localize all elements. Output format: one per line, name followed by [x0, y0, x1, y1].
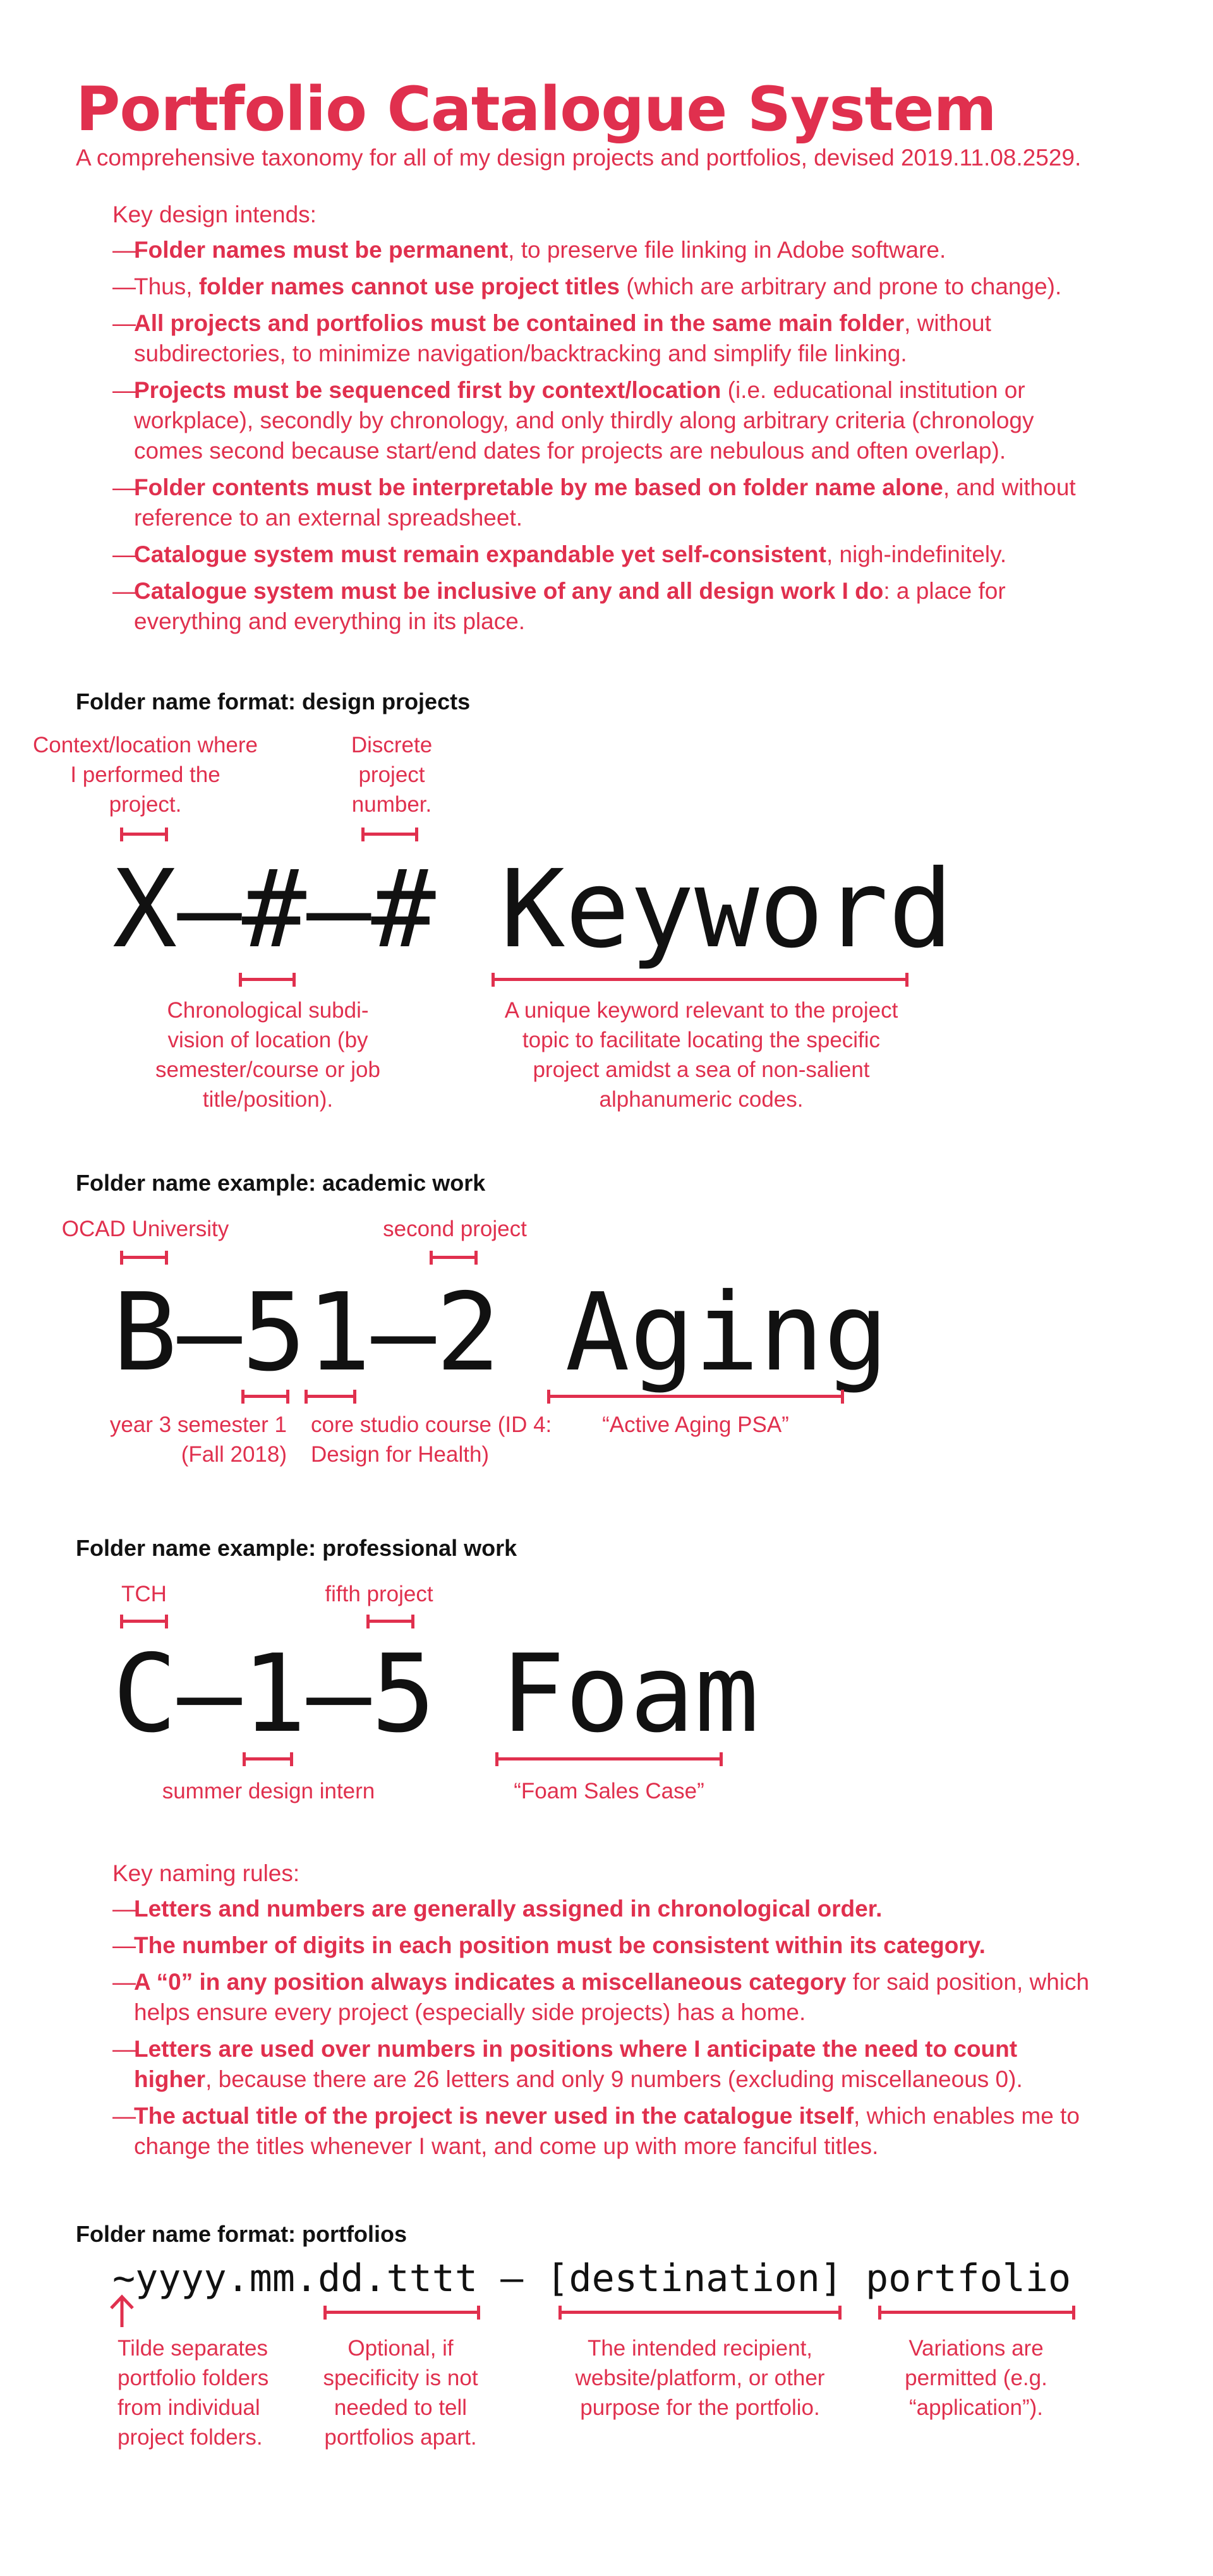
bracket-variations	[878, 2306, 1075, 2320]
note-tch: TCH	[121, 1582, 167, 1606]
dash-bullet: —	[112, 1932, 136, 1958]
code-professional: C–1–5 Foam	[112, 1632, 759, 1757]
note-intern: summer design intern	[162, 1779, 375, 1803]
list-item-emphasis: Catalogue system must remain expandable yet self-consistent	[134, 541, 826, 567]
list-item	[112, 539, 1098, 570]
rules-list	[112, 1894, 1098, 2168]
list-item-emphasis: folder names cannot use project titles	[198, 274, 620, 299]
list-item-text: : a place for everything and everything in its place.	[134, 578, 1006, 634]
code-hash-2: #	[371, 847, 436, 972]
list-item-emphasis: Letters and numbers are generally assigned in chronological order.	[134, 1896, 883, 1922]
list-item-emphasis: Catalogue system must be inclusive of any and all design work I do	[134, 578, 884, 604]
list-item-text: for said position, which helps ensure every project (especially side projects) has a home.	[134, 1969, 1090, 2025]
note-core: core studio course (ID 4: Design for Health)	[311, 1412, 552, 1467]
list-item	[112, 272, 1098, 302]
dash-bullet: —	[112, 310, 136, 336]
code-dash-1: –	[177, 847, 242, 972]
intents-lead: Key design intends:	[112, 202, 317, 227]
list-item-text: , without subdirectories, to minimize navigation/backtracking and simplify file linking.	[134, 310, 991, 366]
bracket-context	[120, 828, 168, 841]
format-projects-heading: Folder name format: design projects	[76, 689, 471, 714]
bracket-foam	[495, 1752, 723, 1766]
list-item-emphasis: Projects must be sequenced first by context/location	[134, 377, 721, 403]
dash-bullet: —	[112, 377, 136, 403]
dash-bullet: —	[112, 1969, 136, 1995]
list-item	[112, 308, 1098, 369]
dash-bullet: —	[112, 474, 136, 500]
bracket-optional	[323, 2306, 480, 2320]
dash-bullet: —	[112, 2103, 136, 2129]
code-hash-1: #	[241, 847, 307, 972]
portfolios-heading: Folder name format: portfolios	[76, 2221, 407, 2247]
code-portfolios: ~yyyy.mm.dd.tttt – [destination] portfolio	[112, 2256, 1071, 2301]
list-item-emphasis: The number of digits in each position must be consistent within its category.	[134, 1932, 986, 1958]
intents-list	[112, 235, 1098, 643]
list-item	[112, 576, 1098, 637]
note-chrono: Chronological subdi-vision of location (by semester/course or job title/position).	[155, 998, 380, 1112]
academic-heading: Folder name example: academic work	[76, 1170, 486, 1196]
note-optional: Optional, if specificity is not needed to tell portfolios apart.	[323, 2336, 478, 2450]
list-item-emphasis: Folder names must be permanent	[134, 237, 509, 263]
note-variations: Variations are permitted (e.g. “application”).	[905, 2336, 1047, 2420]
list-item	[112, 2034, 1098, 2095]
list-item-text: (i.e. educational institution or workplace), secondly by chronology, and only thirdly along arbitrary criteria (chronology comes second because start/end dates for projects are nebulous and often overlap).	[134, 377, 1034, 464]
bracket-year	[241, 1390, 289, 1404]
list-item-emphasis: Folder contents must be interpretable by me based on folder name alone	[134, 474, 943, 500]
arrow-up-icon	[106, 2293, 138, 2328]
professional-heading: Folder name example: professional work	[76, 1535, 517, 1561]
list-item-emphasis: All projects and portfolios must be contained in the same main folder	[134, 310, 905, 336]
note-second: second project	[383, 1217, 527, 1241]
list-item	[112, 2101, 1098, 2162]
bracket-tch	[120, 1615, 168, 1628]
bracket-keyword	[492, 973, 908, 987]
list-item-text: , and without reference to an external spreadsheet.	[134, 474, 1076, 531]
bracket-discrete	[361, 828, 418, 841]
bracket-intern	[243, 1752, 293, 1766]
bracket-chrono	[239, 973, 296, 987]
code-keyword: Keyword	[500, 847, 953, 972]
bracket-fifth	[366, 1615, 414, 1628]
list-item-text: , which enables me to change the titles whenever I want, and come up with more fanciful titles.	[134, 2103, 1080, 2159]
note-recipient: The intended recipient, website/platform, or other purpose for the portfolio.	[575, 2336, 825, 2420]
list-item-text: , because there are 26 letters and only 9 numbers (excluding miscellaneous 0).	[205, 2066, 1023, 2092]
list-item	[112, 1967, 1098, 2028]
dash-bullet: —	[112, 274, 136, 299]
note-context: Context/location where I performed the project.	[32, 733, 258, 817]
list-item	[112, 1894, 1098, 1924]
rules-lead: Key naming rules:	[112, 1860, 300, 1886]
list-item	[112, 235, 1098, 265]
note-discrete: Discrete project number.	[351, 733, 433, 817]
list-item	[112, 375, 1098, 466]
list-item-text: , to preserve file linking in Adobe software.	[508, 237, 946, 263]
list-item	[112, 472, 1098, 533]
note-ocad: OCAD University	[61, 1217, 229, 1241]
dash-bullet: —	[112, 1896, 136, 1922]
note-tilde: Tilde separates portfolio folders from individual project folders.	[118, 2336, 269, 2450]
bracket-second	[430, 1251, 478, 1265]
dash-bullet: —	[112, 578, 136, 604]
list-item-text: , nigh-indefinitely.	[826, 541, 1007, 567]
bracket-ocad	[120, 1251, 168, 1265]
list-item-emphasis: A “0” in any position always indicates a miscellaneous category	[134, 1969, 847, 1995]
code-academic: B–51–2 Aging	[112, 1270, 889, 1395]
dash-bullet: —	[112, 2036, 136, 2062]
code-x: X	[112, 847, 178, 972]
page-title: Portfolio Catalogue System	[76, 74, 996, 145]
code-dash-2: –	[306, 847, 371, 972]
note-keyword: A unique keyword relevant to the project topic to facilitate locating the specific project amidst a sea of non-salient alphanumeric codes.	[504, 998, 898, 1112]
code-projects	[112, 847, 953, 972]
list-item-text: (which are arbitrary and prone to change).	[620, 274, 1062, 299]
list-item	[112, 1930, 1098, 1961]
page-subtitle: A comprehensive taxonomy for all of my design projects and portfolios, devised 2019.11.08.2529.	[76, 145, 1082, 171]
bracket-recipient	[558, 2306, 842, 2320]
dash-bullet: —	[112, 541, 136, 567]
bracket-aging	[547, 1390, 844, 1404]
note-fifth: fifth project	[325, 1582, 433, 1606]
note-aging: “Active Aging PSA”	[602, 1412, 789, 1437]
dash-bullet: —	[112, 237, 136, 263]
list-item-prefix: Thus,	[134, 274, 199, 299]
list-item-emphasis: Letters are used over numbers in positions where I anticipate the need to count higher	[134, 2036, 1018, 2092]
list-item-emphasis: The actual title of the project is never used in the catalogue itself	[134, 2103, 854, 2129]
bracket-core	[305, 1390, 356, 1404]
note-foam: “Foam Sales Case”	[514, 1779, 704, 1803]
note-year: year 3 semester 1 (Fall 2018)	[109, 1412, 287, 1467]
